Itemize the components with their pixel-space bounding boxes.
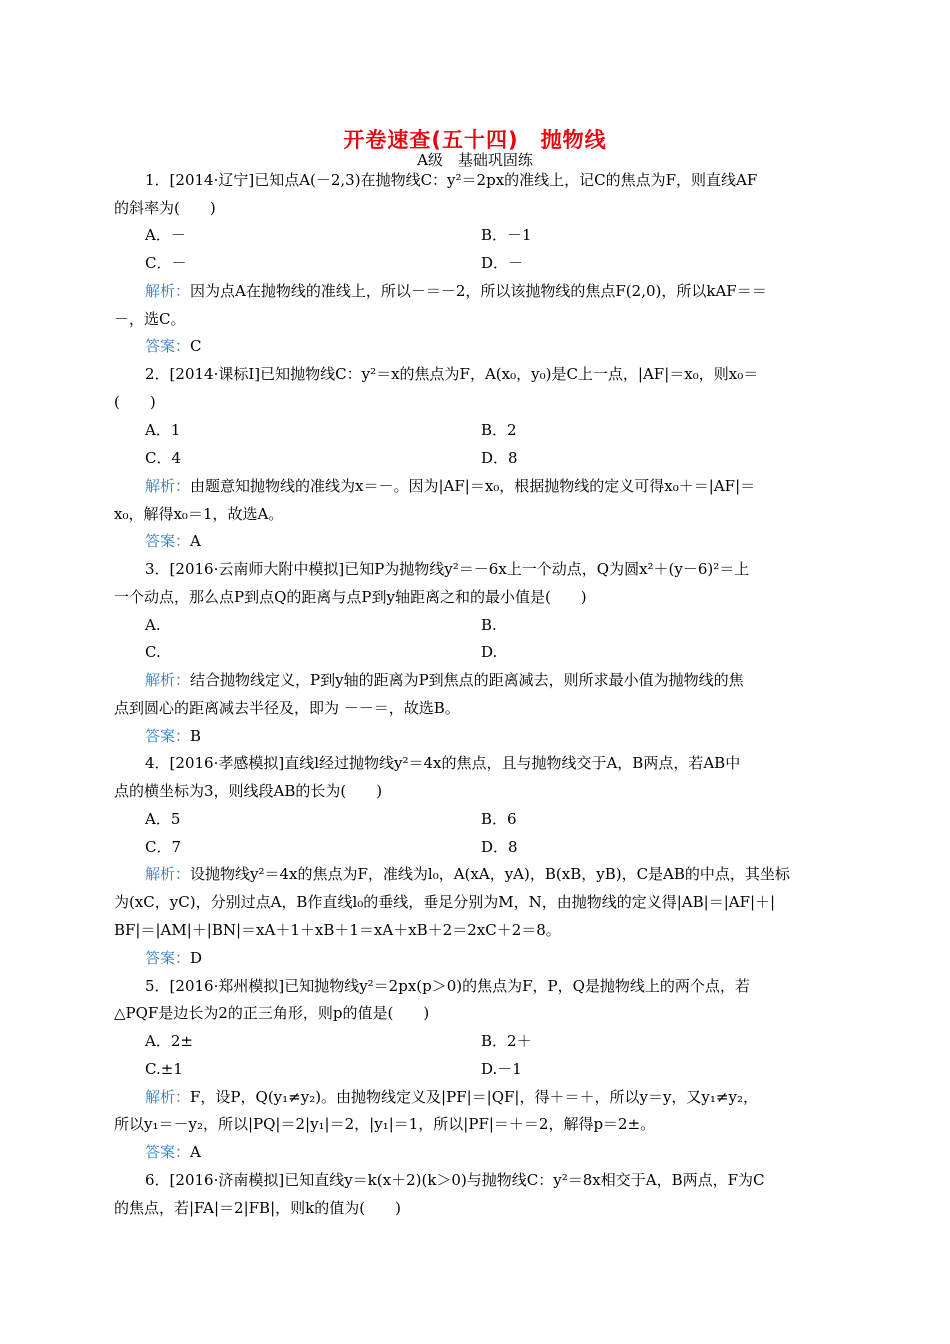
q1-answer-value: C	[190, 337, 202, 355]
q6-stem-line1: 6．[2016·济南模拟]已知直线y＝k(x＋2)(k＞0)与抛物线C：y²＝8x相交于A，B两点，F为C	[145, 1171, 765, 1189]
q3-option-d: D.	[481, 643, 498, 661]
q1-solution-line2: －，选C。	[114, 310, 186, 328]
solution-label: 解析：	[145, 1088, 191, 1106]
q4-solution-line2: 为(xC，yC)，分别过点A，B作直线l₀的垂线，垂足分别为M，N，由抛物线的定义得|AB|＝|AF|＋|	[114, 893, 776, 911]
q1-option-d: D．－	[481, 254, 524, 272]
q1-solution-text: 因为点A在抛物线的准线上，所以－＝－2，所以该抛物线的焦点F(2,0)，所以kAF＝＝	[190, 282, 767, 300]
q3-stem-line1: 3．[2016·云南师大附中模拟]已知P为抛物线y²＝－6x上一个动点，Q为圆x²＋(y－6)²＝上	[145, 560, 750, 578]
q5-option-a: A．2±	[145, 1032, 193, 1050]
page-title: 开卷速查(五十四) 抛物线	[343, 128, 607, 152]
q2-stem-line2: ( )	[114, 393, 156, 411]
q4-option-d: D．8	[481, 838, 518, 856]
q5-stem-line1: 5．[2016·郑州模拟]已知抛物线y²＝2px(p＞0)的焦点为F，P，Q是抛物线上的两个点，若	[145, 977, 750, 995]
section-subtitle: A级 基础巩固练	[417, 151, 533, 169]
q2-option-d: D．8	[481, 449, 518, 467]
q5-answer	[145, 1142, 870, 1162]
q5-option-c: C.±1	[145, 1060, 183, 1078]
q2-answer	[145, 531, 870, 551]
q4-answer	[145, 948, 870, 968]
q4-solution-line1	[145, 864, 870, 884]
q5-stem-line2: △PQF是边长为2的正三角形，则p的值是( )	[114, 1004, 430, 1022]
q3-solution-text: 结合抛物线定义，P到y轴的距离为P到焦点的距离减去，则所求最小值为抛物线的焦	[190, 671, 744, 689]
q4-stem-line1: 4．[2016·孝感模拟]直线l经过抛物线y²＝4x的焦点，且与抛物线交于A，B两点，若AB中	[145, 754, 741, 772]
q5-answer-value: A	[190, 1143, 201, 1161]
q5-option-b: B．2＋	[481, 1032, 532, 1050]
q1-stem-line2: 的斜率为( )	[114, 199, 216, 217]
q2-solution-text: 由题意知抛物线的准线为x＝－。因为|AF|＝x₀，根据抛物线的定义可得x₀＋＝|AF|＝	[190, 477, 756, 495]
q2-option-b: B．2	[481, 421, 517, 439]
q4-option-b: B．6	[481, 810, 517, 828]
solution-label: 解析：	[145, 282, 191, 300]
q3-stem-line2: 一个动点，那么点P到点Q的距离与点P到y轴距离之和的最小值是( )	[114, 588, 587, 606]
q2-solution-line2: x₀，解得x₀＝1，故选A。	[114, 505, 284, 523]
solution-label: 解析：	[145, 477, 191, 495]
q5-solution-line1	[145, 1087, 870, 1107]
q4-option-a: A．5	[145, 810, 181, 828]
q4-solution-text: 设抛物线y²＝4x的焦点为F，准线为l₀，A(xA，yA)，B(xB，yB)，C是AB的中点，其坐标	[190, 865, 790, 883]
answer-label: 答案：	[145, 727, 191, 745]
q3-option-c: C.	[145, 643, 161, 661]
answer-label: 答案：	[145, 949, 191, 967]
q2-option-c: C．4	[145, 449, 182, 467]
q1-option-a: A．－	[145, 226, 186, 244]
q4-solution-line3: BF|＝|AM|＋|BN|＝xA＋1＋xB＋1＝xA＋xB＋2＝2xC＋2＝8。	[114, 921, 561, 939]
q3-option-b: B.	[481, 616, 497, 634]
q3-option-a: A.	[145, 616, 161, 634]
answer-label: 答案：	[145, 532, 191, 550]
q3-solution-line1	[145, 670, 870, 690]
q5-option-d: D.－1	[481, 1060, 522, 1078]
q1-option-c: C．－	[145, 254, 187, 272]
q3-answer	[145, 726, 870, 746]
q3-answer-value: B	[190, 727, 202, 745]
q6-stem-line2: 的焦点，若|FA|＝2|FB|，则k的值为( )	[114, 1199, 401, 1217]
q4-stem-line2: 点的横坐标为3，则线段AB的长为( )	[114, 782, 383, 800]
q1-option-b: B．－1	[481, 226, 532, 244]
q5-solution-line2: 所以y₁＝－y₂，所以|PQ|＝2|y₁|＝2，|y₁|＝1，所以|PF|＝＋＝2，解得p＝2±。	[114, 1115, 656, 1133]
answer-label: 答案：	[145, 1143, 191, 1161]
q2-option-a: A．1	[145, 421, 181, 439]
q4-option-c: C．7	[145, 838, 182, 856]
q2-solution-line1	[145, 476, 870, 496]
answer-label: 答案：	[145, 337, 191, 355]
q1-stem-line1: 1．[2014·辽宁]已知点A(－2,3)在抛物线C：y²＝2px的准线上，记C的焦点为F，则直线AF	[145, 171, 758, 189]
q5-solution-text: F，设P，Q(y₁≠y₂)。由抛物线定义及|PF|＝|QF|，得＋＝＋，所以y＝y，又y₁≠y₂，	[190, 1088, 758, 1106]
q4-answer-value: D	[190, 949, 203, 967]
q1-answer	[145, 336, 870, 356]
solution-label: 解析：	[145, 865, 191, 883]
q2-stem-line1: 2．[2014·课标Ⅰ]已知抛物线C：y²＝x的焦点为F，A(x₀，y₀)是C上一点，|AF|＝x₀，则x₀＝	[145, 365, 759, 383]
q1-solution-line1	[145, 281, 870, 301]
q2-answer-value: A	[190, 532, 201, 550]
q3-solution-line2: 点到圆心的距离减去半径及，即为 －－＝，故选B。	[114, 699, 460, 717]
solution-label: 解析：	[145, 671, 191, 689]
